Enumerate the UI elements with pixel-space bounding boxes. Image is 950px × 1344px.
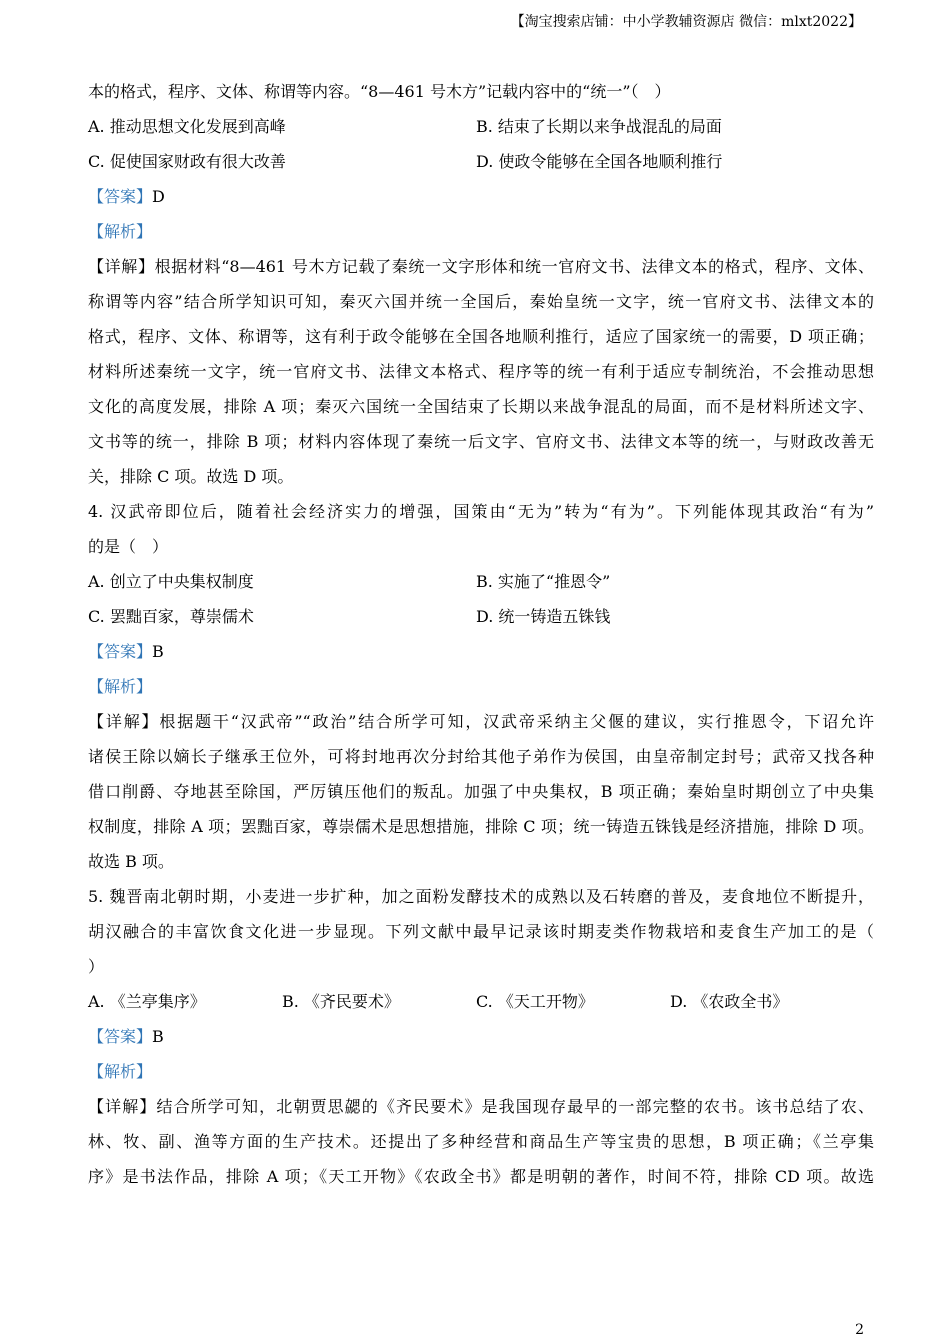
q3-detail-line: 材料所述秦统一文字，统一官府文书、法律文本格式、程序等的统一有利于适应专制统治，不会推动思想 (88, 362, 874, 381)
q5-stem: 5. 魏晋南北朝时期，小麦进一步扩种，加之面粉发酵技术的成熟以及石转磨的普及，麦食地位不断提升， (88, 887, 874, 906)
q4-detail-line: 权制度，排除 A 项；罢黜百家，尊崇儒术是思想措施，排除 C 项；统一铸造五铢钱是经济措施，排除 D 项。 (88, 817, 874, 836)
answer-label: 【答案】 (88, 187, 153, 206)
q5-option-d: D. 《农政全书》 (670, 992, 789, 1011)
q5-answer (88, 1019, 874, 1054)
q4-options-row-1 (88, 564, 874, 599)
q4-detail-line: 诸侯王除以嫡长子继承王位外，可将封地再次分封给其他子弟作为侯国，由皇帝制定封号；武帝又找各种 (88, 747, 874, 766)
q4-answer (88, 634, 874, 669)
q4-option-d: D. 统一铸造五铢钱 (476, 607, 611, 626)
q3-answer (88, 179, 874, 214)
q3-option-a: A. 推动思想文化发展到高峰 (88, 117, 286, 136)
q3-detail-line: 文化的高度发展，排除 A 项；秦灭六国统一全国结束了长期以来战争混乱的局面，而不是材料所述文字、 (88, 397, 874, 416)
header-note: 【淘宝搜索店铺：中小学教辅资源店 微信：mlxt2022】 (510, 14, 862, 30)
detail-label: 【详解】 (88, 712, 160, 731)
q4-option-c: C. 罢黜百家，尊崇儒术 (88, 607, 254, 626)
answer-value: B (152, 1027, 164, 1046)
q5-option-c: C. 《天工开物》 (476, 992, 594, 1011)
document-body (88, 74, 874, 1194)
q5-analysis-label: 【解析】 (88, 1062, 153, 1081)
q4-stem: 4. 汉武帝即位后，随着社会经济实力的增强，国策由“无为”转为“有为”。下列能体现其政治“有为” (88, 502, 874, 521)
q5-option-a: A. 《兰亭集序》 (88, 992, 206, 1011)
q3-detail-line: 关，排除 C 项。故选 D 项。 (88, 467, 294, 486)
q4-analysis-label: 【解析】 (88, 677, 153, 696)
q5-stem: ） (88, 957, 105, 976)
q3-options-row-1 (88, 109, 874, 144)
q5-option-b: B. 《齐民要术》 (282, 992, 400, 1011)
q3-options-row-2 (88, 144, 874, 179)
q3-detail-line: 【详解】根据材料“8—461 号木方记载了秦统一文字形体和统一官府文书、法律文本的格式，程序、文体、 (88, 257, 874, 276)
q4-option-b: B. 实施了“推恩令” (476, 572, 611, 591)
q3-option-c: C. 促使国家财政有很大改善 (88, 152, 286, 171)
q3-option-b: B. 结束了长期以来争战混乱的局面 (476, 117, 722, 136)
q5-stem: 胡汉融合的丰富饮食文化进一步显现。下列文献中最早记录该时期麦类作物栽培和麦食生产加工的是（ (88, 922, 874, 941)
answer-value: D (152, 187, 165, 206)
q3-detail-line: 称谓等内容”结合所学知识可知，秦灭六国并统一全国后，秦始皇统一文字，统一官府文书、法律文本的 (88, 292, 874, 311)
q3-option-d: D. 使政令能够在全国各地顺利推行 (476, 152, 723, 171)
answer-label: 【答案】 (88, 1027, 153, 1046)
answer-label: 【答案】 (88, 642, 153, 661)
q4-stem: 的是（ ） (88, 537, 169, 556)
q3-detail-line: 文书等的统一，排除 B 项；材料内容体现了秦统一后文字、官府文书、法律文本等的统一，与财政改善无 (88, 432, 874, 451)
q3-analysis-label: 【解析】 (88, 222, 153, 241)
q4-detail-line: 故选 B 项。 (88, 852, 174, 871)
detail-label: 【详解】 (88, 1097, 157, 1116)
q4-option-a: A. 创立了中央集权制度 (88, 572, 254, 591)
answer-value: B (152, 642, 164, 661)
q5-options-row (88, 984, 874, 1019)
q3-detail-line: 格式，程序、文体、称谓等，这有利于政令能够在全国各地顺利推行，适应了国家统一的需要，D 项正确； (88, 327, 874, 346)
q4-options-row-2 (88, 599, 874, 634)
q5-detail-line: 【详解】结合所学可知，北朝贾思勰的《齐民要术》是我国现存最早的一部完整的农书。该书总结了农、 (88, 1097, 874, 1116)
page-number: 2 (855, 1322, 864, 1338)
q4-detail-line: 【详解】根据题干“汉武帝”“政治”结合所学可知，汉武帝采纳主父偃的建议，实行推恩令，下诏允许 (88, 712, 874, 731)
q5-detail-line: 林、牧、副、渔等方面的生产技术。还提出了多种经营和商品生产等宝贵的思想，B 项正确；《兰亭集 (88, 1132, 874, 1151)
detail-label: 【详解】 (88, 257, 155, 276)
q3-stem: 本的格式，程序、文体、称谓等内容。“8—461 号木方”记载内容中的“统一”（ ） (88, 82, 671, 101)
q5-detail-line: 序》是书法作品，排除 A 项；《天工开物》《农政全书》都是明朝的著作，时间不符，排除 CD 项。故选 (88, 1167, 874, 1186)
q4-detail-line: 借口削爵、夺地甚至除国，严厉镇压他们的叛乱。加强了中央集权，B 项正确；秦始皇时期创立了中央集 (88, 782, 874, 801)
